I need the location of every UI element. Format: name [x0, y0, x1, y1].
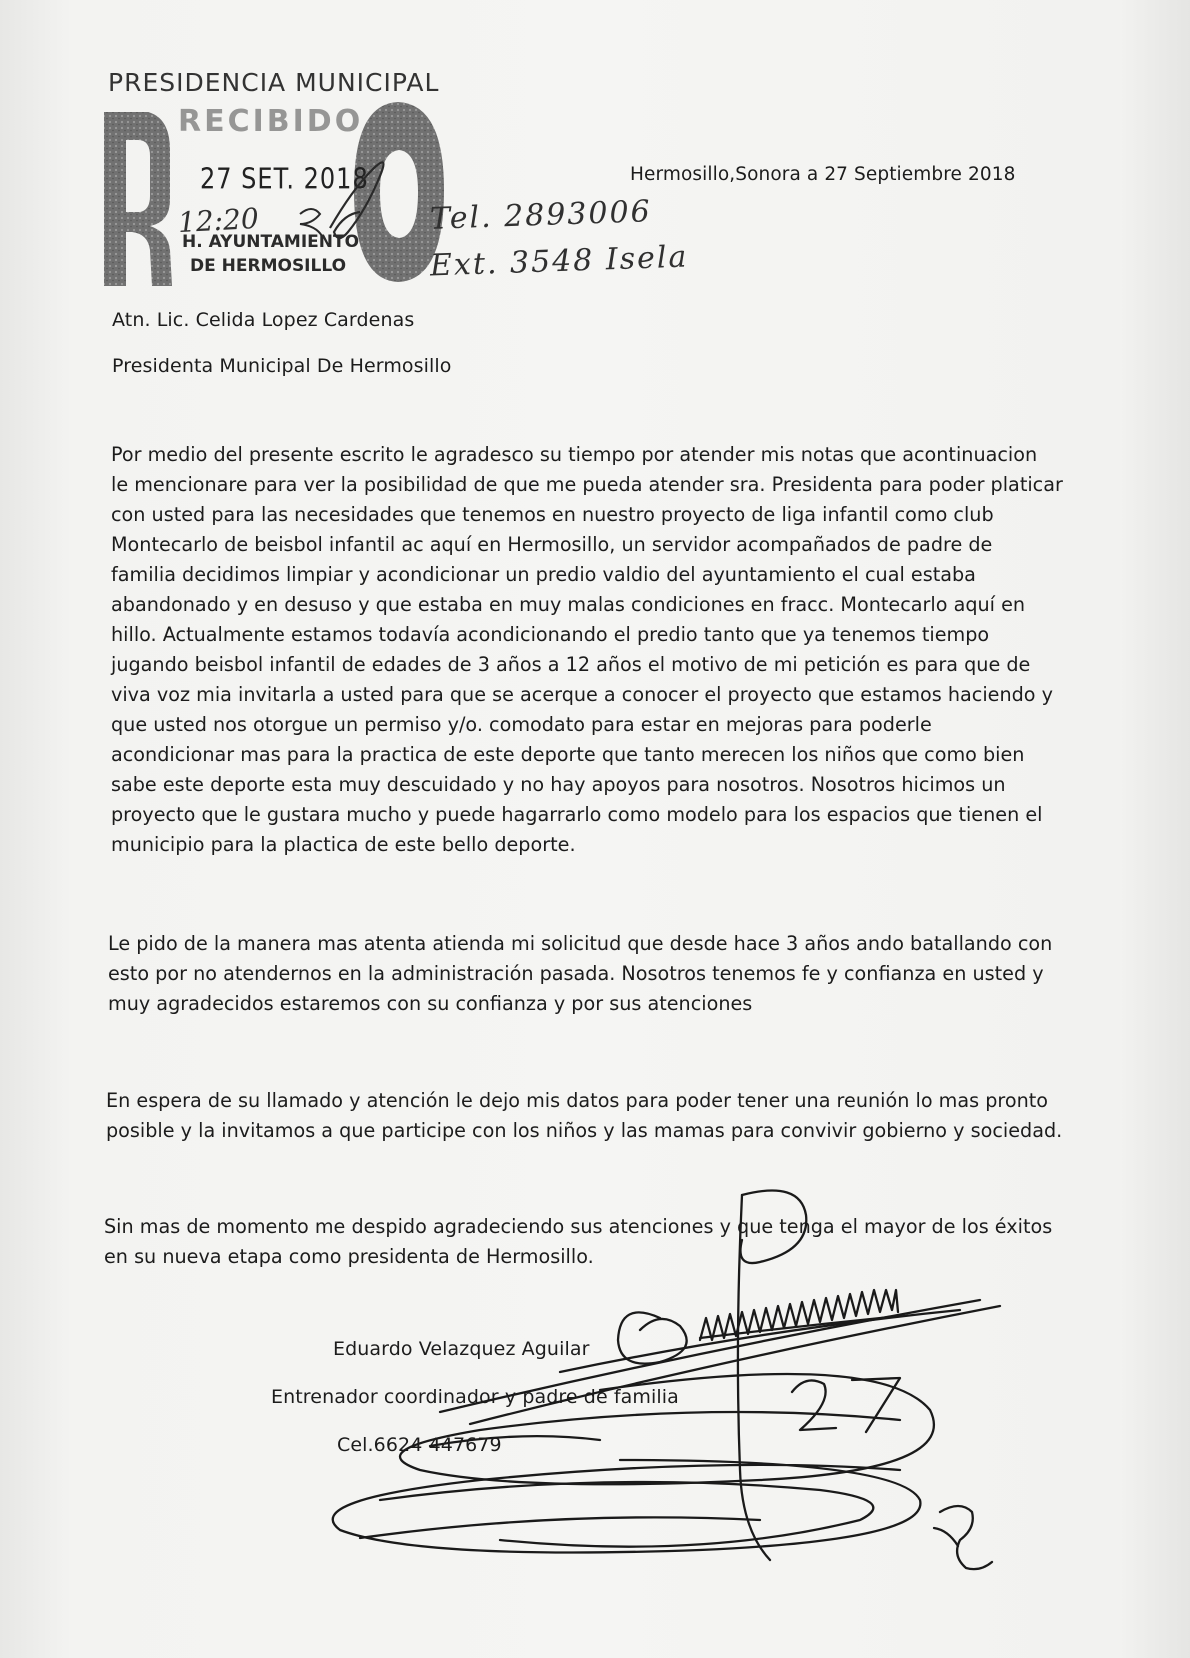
paragraph-line: familia decidimos limpiar y acondicionar un predio valdio del ayuntamiento el cual estaba — [111, 563, 976, 586]
paragraph-line: que usted nos otorgue un permiso y/o. comodato para estar en mejoras para poderle — [111, 713, 932, 736]
stamp-received: RECIBIDO — [178, 104, 364, 139]
paragraph-line: le mencionare para ver la posibilidad de que me pueda atender sra. Presidenta para poder platicar — [111, 473, 1063, 496]
signer-role: Entrenador coordinador y padre de familia — [271, 1386, 679, 1408]
stamp-time: 12:20 — [177, 201, 260, 240]
paragraph-line: Por medio del presente escrito le agradesco su tiempo por atender mis notas que acontinuacion — [111, 443, 1038, 466]
paragraph-line: posible y la invitamos a que participe con los niños y las mamas para convivir gobierno y sociedad. — [106, 1119, 1063, 1142]
paragraph-line: con usted para las necesidades que tenemos en nuestro proyecto de liga infantil como club — [111, 503, 994, 526]
handwritten-extension: Ext. 3548 Isela — [429, 239, 689, 284]
paragraph-line: Le pido de la manera mas atenta atienda mi solicitud que desde hace 3 años ando batallando con — [108, 932, 1053, 955]
paragraph-line: muy agradecidos estaremos con su confianza y por sus atenciones — [108, 992, 753, 1015]
place-date: Hermosillo,Sonora a 27 Septiembre 2018 — [630, 164, 1016, 185]
paragraph-line: esto por no atendernos en la administración pasada. Nosotros tenemos fe y confianza en usted y — [108, 962, 1044, 985]
attention-line: Atn. Lic. Celida Lopez Cardenas — [112, 309, 415, 331]
paragraph-line: proyecto que le gustara mucho y puede hagarrarlo como modelo para los espacios que tienen el — [111, 803, 1043, 826]
signer-name: Eduardo Velazquez Aguilar — [333, 1338, 590, 1360]
paragraph-line: Sin mas de momento me despido agradeciendo sus atenciones y que tenga el mayor de los éxitos — [104, 1215, 1053, 1238]
stamp-office-line2: DE HERMOSILLO — [190, 256, 347, 276]
handwritten-phone: Tel. 2893006 — [429, 194, 653, 237]
paragraph-line: En espera de su llamado y atención le dejo mis datos para poder tener una reunión lo mas pronto — [106, 1089, 1049, 1112]
paragraph-line: hillo. Actualmente estamos todavía acondicionando el predio tanto que ya tenemos tiempo — [111, 623, 990, 646]
stamp-date: 27 SET. 2018 — [200, 162, 369, 196]
stamp-office-line1: H. AYUNTAMIENTO — [182, 232, 360, 252]
paragraph-line: Montecarlo de beisbol infantil ac aquí en Hermosillo, un servidor acompañados de padre de — [111, 533, 993, 556]
paragraph-line: abandonado y en desuso y que estaba en muy malas condiciones en fracc. Montecarlo aquí en — [111, 593, 1026, 616]
paragraph-line: viva voz mia invitarla a usted para que se acerque a conocer el proyecto que estamos haciendo y — [111, 683, 1054, 706]
stamp-header: PRESIDENCIA MUNICIPAL — [108, 68, 440, 97]
paragraph-line: jugando beisbol infantil de edades de 3 años a 12 años el motivo de mi petición es para que de — [111, 653, 1031, 676]
paragraph-line: municipio para la plactica de este bello deporte. — [111, 833, 576, 856]
recipient-title: Presidenta Municipal De Hermosillo — [112, 355, 452, 377]
paragraph-line: sabe este deporte esta muy descuidado y no hay apoyos para nosotros. Nosotros hicimos un — [111, 773, 1006, 796]
paragraph-line: acondicionar mas para la practica de este deporte que tanto merecen los niños que como bien — [111, 743, 1025, 766]
signer-phone: Cel.6624 447679 — [337, 1434, 502, 1456]
paragraph-line: en su nueva etapa como presidenta de Hermosillo. — [104, 1245, 594, 1268]
